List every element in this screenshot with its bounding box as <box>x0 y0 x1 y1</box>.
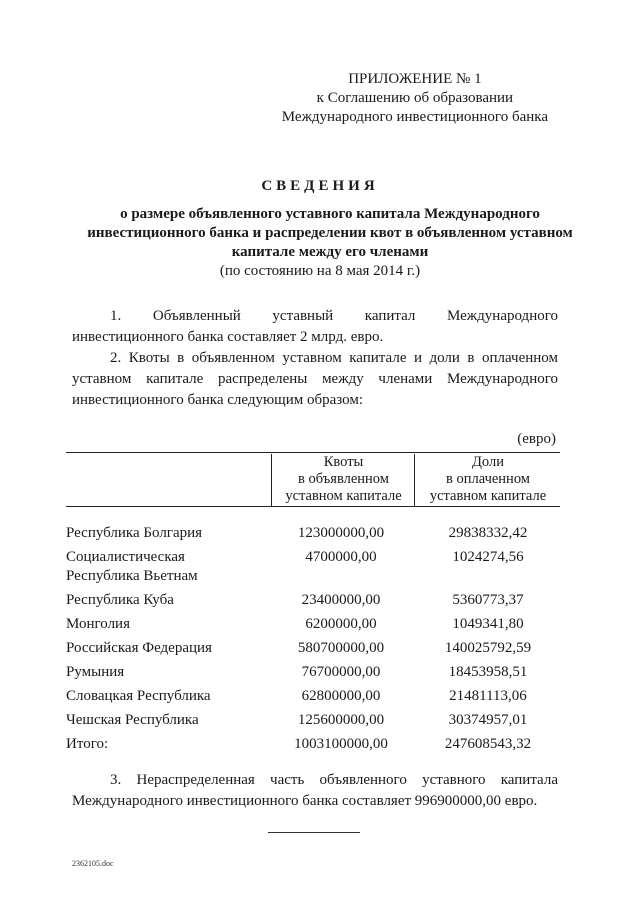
row-name: Республика Куба <box>66 592 174 608</box>
appendix-header <box>282 70 548 127</box>
row-name: Российская Федерация <box>66 640 212 656</box>
row-quota: 1003100000,00 <box>294 736 388 752</box>
document-file-reference: 2362105.doc <box>72 859 114 868</box>
row-quota: 580700000,00 <box>297 640 385 656</box>
row-name: Чешская Республика <box>66 712 199 728</box>
table-row <box>66 639 560 658</box>
table-row <box>66 663 560 682</box>
row-name: Итого: <box>66 736 109 752</box>
row-share: 30374957,01 <box>448 712 528 728</box>
header-share <box>414 454 561 506</box>
table-row <box>66 591 560 610</box>
header-quota <box>271 454 415 506</box>
row-share: 29838332,42 <box>448 525 528 541</box>
paragraph-3 <box>72 770 558 812</box>
row-quota: 23400000,00 <box>301 592 381 608</box>
table-row <box>66 687 560 706</box>
header-quota-line-3: уставном капитале <box>285 488 402 504</box>
paragraph-3-line-2: Международного инвестиционного банка составляет 996900000,00 евро. <box>72 793 538 809</box>
row-quota: 6200000,00 <box>305 616 377 632</box>
row-name: Словацкая Республика <box>66 688 211 704</box>
row-share: 21481113,06 <box>449 688 527 704</box>
row-share: 140025792,59 <box>444 640 532 656</box>
table-row <box>66 548 560 586</box>
appendix-line-2: к Соглашению об образовании <box>316 90 514 106</box>
table-row <box>66 711 560 730</box>
document-subtitle: о размере объявленного уставного капитала Международного инвестиционного банка и распределении квот в объявленном уставном капитале между его членами <box>87 206 573 260</box>
header-share-line-3: уставном капитале <box>429 488 547 504</box>
as-of-date: (по состоянию на 8 мая 2014 г.) <box>219 263 421 279</box>
row-name: Румыния <box>66 664 125 680</box>
row-quota: 62800000,00 <box>301 688 381 704</box>
table-body <box>66 524 560 759</box>
paragraph-1-line-1: 1. Объявленный уставный капитал Международного <box>110 308 558 324</box>
paragraph-2-line-3: инвестиционного банка следующим образом: <box>72 392 364 408</box>
paragraph-1 <box>72 306 558 348</box>
paragraph-3-line-1: 3. Нераспределенная часть объявленного уставного капитала <box>110 772 558 788</box>
table-row <box>66 524 560 543</box>
row-share: 1049341,80 <box>452 616 524 632</box>
row-quota: 76700000,00 <box>301 664 381 680</box>
row-share: 1024274,56 <box>452 549 524 565</box>
table-top-rule <box>66 452 560 453</box>
row-quota: 123000000,00 <box>297 525 385 541</box>
header-quota-line-1: Квоты <box>323 454 364 470</box>
row-share: 18453958,51 <box>448 664 528 680</box>
header-quota-line-2: в объявленном <box>298 471 389 487</box>
appendix-line-1: ПРИЛОЖЕНИЕ № 1 <box>348 71 482 87</box>
paragraph-1-line-2: инвестиционного банка составляет 2 млрд. евро. <box>72 329 384 345</box>
row-share: 247608543,32 <box>444 736 532 752</box>
row-name: Монголия <box>66 616 130 632</box>
table-header-rule <box>66 506 560 507</box>
row-quota: 4700000,00 <box>305 549 377 565</box>
document-title: СВЕДЕНИЯ <box>261 178 379 194</box>
appendix-line-3: Международного инвестиционного банка <box>281 109 548 125</box>
end-separator-line <box>268 832 360 833</box>
table-header <box>66 454 560 506</box>
row-share: 5360773,37 <box>452 592 524 608</box>
currency-unit: (евро) <box>517 431 556 447</box>
header-share-line-1: Доли <box>472 454 504 470</box>
table-row <box>66 615 560 634</box>
header-share-line-2: в оплаченном <box>446 471 530 487</box>
row-name: Социалистическая Республика Вьетнам <box>66 549 198 584</box>
paragraph-2-line-1: 2. Квоты в объявленном уставном капитале и доли в оплаченном <box>110 350 558 366</box>
table-total-row <box>66 735 560 754</box>
paragraph-2-line-2: уставном капитале распределены между членами Международного <box>72 371 558 387</box>
paragraph-2 <box>72 348 558 411</box>
row-name: Республика Болгария <box>66 525 203 541</box>
row-quota: 125600000,00 <box>297 712 385 728</box>
